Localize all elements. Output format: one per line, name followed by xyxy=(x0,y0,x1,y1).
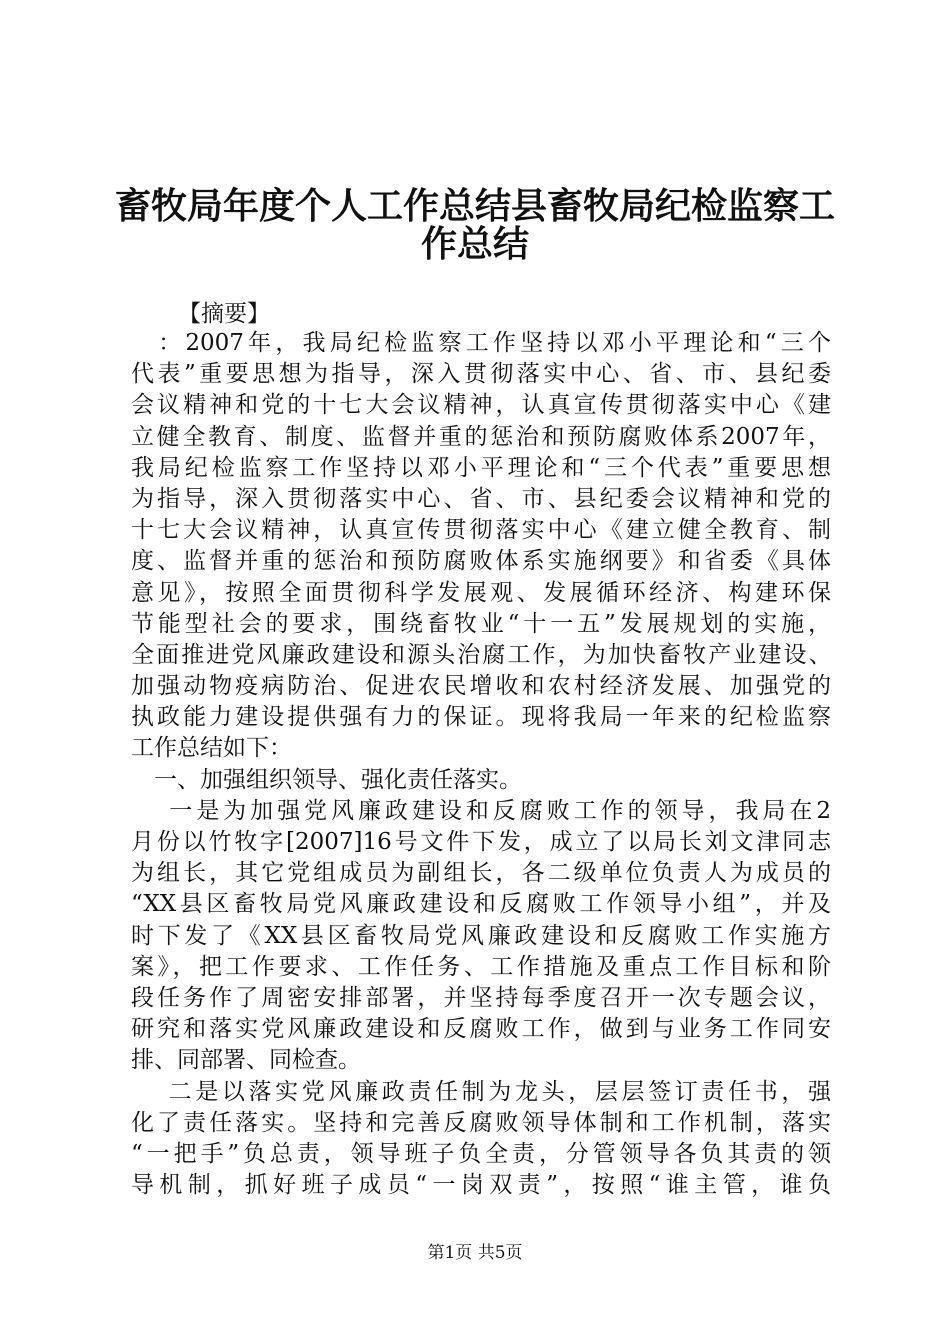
body-line: 意见》，按照全面贯彻科学发展观、发展循环经济、构建环保 xyxy=(131,579,831,606)
body-line: 为组长，其它党组成员为副组长，各二级单位负责人为成员的 xyxy=(131,860,831,887)
body-line: 代表”重要思想为指导，深入贯彻落实中心、省、市、县纪委 xyxy=(131,361,831,388)
body-line: 排、同部署、同检查。 xyxy=(131,1047,361,1074)
page-footer: 第1页 共5页 xyxy=(427,1243,523,1263)
body-line: 会议精神和党的十七大会议精神，认真宣传贯彻落实中心《建 xyxy=(131,392,831,419)
section-heading: 一、加强组织领导、强化责任落实。 xyxy=(131,766,522,793)
body-line: 二是以落实党风廉政责任制为龙头，层层签订责任书，强 xyxy=(131,1078,831,1105)
body-line: 化了责任落实。坚持和完善反腐败领导体制和工作机制，落实 xyxy=(131,1109,831,1136)
body-line: 案》，把工作要求、工作任务、工作措施及重点工作目标和阶 xyxy=(131,953,831,980)
body-line: “XX县区畜牧局党风廉政建设和反腐败工作领导小组”，并及 xyxy=(131,891,831,918)
body-line: ：2007年，我局纪检监察工作坚持以邓小平理论和“三个 xyxy=(131,330,831,356)
body-line: 度、监督并重的惩治和预防腐败体系实施纲要》和省委《具体 xyxy=(131,548,831,575)
body-line: 节能型社会的要求，围绕畜牧业“十一五”发展规划的实施， xyxy=(131,610,831,637)
body-line: 月份以竹牧字[2007]16号文件下发，成立了以局长刘文津同志 xyxy=(131,829,831,855)
body-line: 十七大会议精神，认真宣传贯彻落实中心《建立健全教育、制 xyxy=(131,517,831,544)
body-line: 时下发了《XX县区畜牧局党风廉政建设和反腐败工作实施方 xyxy=(131,922,831,949)
document-title-line-1: 畜牧局年度个人工作总结县畜牧局纪检监察工 xyxy=(114,186,835,227)
body-line: 立健全教育、制度、监督并重的惩治和预防腐败体系2007年， xyxy=(131,423,831,450)
document-title-line-2: 作总结 xyxy=(420,224,529,265)
body-line: 导机制，抓好班子成员“一岗双责”，按照“谁主管，谁负 xyxy=(131,1172,831,1199)
body-line: “一把手”负总责，领导班子负全责，分管领导各负其责的领 xyxy=(131,1140,831,1167)
body-line: 为指导，深入贯彻落实中心、省、市、县纪委会议精神和党的 xyxy=(131,485,831,512)
body-line: 研究和落实党风廉政建设和反腐败工作，做到与业务工作同安 xyxy=(131,1016,831,1043)
document-body xyxy=(131,328,831,1201)
body-line: 执政能力建设提供强有力的保证。现将我局一年来的纪检监察 xyxy=(131,704,831,731)
body-line: 全面推进党风廉政建设和源头治腐工作，为加快畜牧产业建设、 xyxy=(131,641,831,668)
abstract-label: 【摘要】 xyxy=(178,301,270,327)
body-line: 工作总结如下： xyxy=(131,735,292,762)
body-line: 加强动物疫病防治、促进农民增收和农村经济发展、加强党的 xyxy=(131,673,831,700)
body-line: 段任务作了周密安排部署，并坚持每季度召开一次专题会议， xyxy=(131,984,831,1011)
body-line: 我局纪检监察工作坚持以邓小平理论和“三个代表”重要思想 xyxy=(131,454,831,481)
body-line: 一是为加强党风廉政建设和反腐败工作的领导，我局在2 xyxy=(131,797,831,824)
